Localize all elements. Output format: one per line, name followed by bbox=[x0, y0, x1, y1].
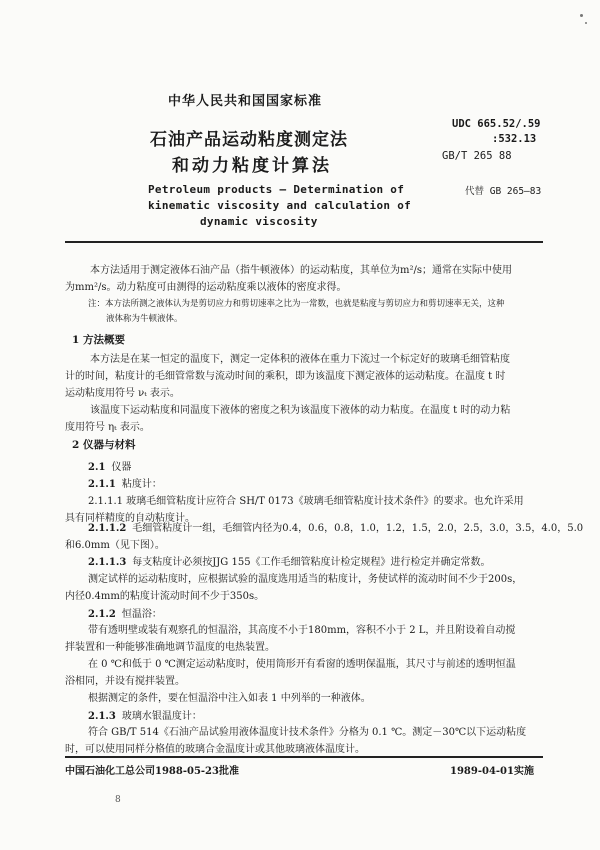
gb-number: GB/T 265 88 bbox=[442, 150, 512, 162]
scan-speck bbox=[585, 22, 587, 24]
section-2-1-3-title: 玻璃水银温度计： bbox=[121, 711, 202, 722]
section-2-1-1-2-line2: 和6.0mm（见下图）。 bbox=[65, 540, 165, 551]
thermometer-line2: 时，可以使用同样分格值的玻璃合金温度计或其他玻璃液体温度计。 bbox=[65, 744, 365, 755]
section-2-1-1-heading bbox=[88, 475, 162, 490]
section-2-1-1-number: 2.1.1 bbox=[88, 479, 116, 490]
section-2-1-1-1-line1: 2.1.1.1 玻璃毛细管粘度计应符合 SH/T 0173《玻璃毛细管粘度计技术条件》的要求。也允许采用 bbox=[88, 496, 524, 507]
title-cn-line2: 和动力粘度计算法 bbox=[172, 156, 332, 176]
intro-line1: 本方法适用于测定液体石油产品（指牛顿液体）的运动粘度，其单位为m²/s；通常在实际中使用 bbox=[90, 265, 512, 276]
effective-date: 1989-04-01实施 bbox=[450, 766, 534, 777]
section-2-1-2-number: 2.1.2 bbox=[88, 609, 116, 620]
section-2-1-3-number: 2.1.3 bbox=[88, 711, 116, 722]
section-2-1-heading bbox=[88, 458, 131, 473]
bath-line1: 带有透明壁或装有观察孔的恒温浴，其高度不小于180mm，容积不小于 2 L，并且附设着自动搅 bbox=[88, 625, 516, 636]
section-2-1-1-3-text: 每支粘度计必须按JJG 155《工作毛细管粘度计检定规程》进行检定并确定常数。 bbox=[132, 557, 491, 568]
section-2-1-title: 仪器 bbox=[111, 462, 132, 473]
viscometer-selection-line2: 内径0.4mm的粘度计流动时间不少于350s。 bbox=[65, 591, 265, 602]
section1-p2-line2: 度用符号 ηₜ 表示。 bbox=[65, 422, 150, 433]
section-2-1-number: 2.1 bbox=[88, 462, 106, 473]
udc-line2: :532.13 bbox=[492, 133, 537, 145]
section-2-1-1-1-line2: 具有同样精度的自动粘度计。 bbox=[65, 513, 195, 524]
title-cn-line1: 石油产品运动粘度测定法 bbox=[150, 130, 348, 150]
section1-p2-line1: 该温度下运动粘度和同温度下液体的密度之积为该温度下液体的动力粘度。在温度 t 时的动力粘 bbox=[90, 405, 511, 416]
intro-line2: 为mm²/s。动力粘度可由测得的运动粘度乘以液体的密度求得。 bbox=[65, 282, 347, 293]
standard-type-heading: 中华人民共和国国家标准 bbox=[168, 94, 323, 109]
section1-heading: 1 方法概要 bbox=[72, 334, 125, 346]
page-mark: 8 bbox=[115, 795, 121, 805]
section1-p1-line3: 运动粘度用符号 νₜ 表示。 bbox=[65, 388, 180, 399]
udc-line1: UDC 665.52/.59 bbox=[452, 118, 541, 130]
section-2-1-1-2-number: 2.1.1.2 bbox=[88, 523, 127, 534]
section-2-1-2-title: 恒温浴： bbox=[121, 609, 162, 620]
footer-divider bbox=[65, 756, 543, 758]
section-2-1-1-3 bbox=[88, 554, 491, 571]
thermometer-line1: 符合 GB/T 514《石油产品试验用液体温度计技术条件》分格为 0.1 ℃。测定－30℃以下运动粘度 bbox=[88, 727, 527, 738]
cold-bath-line1: 在 0 ℃和低于 0 ℃测定运动粘度时，使用筒形开有看窗的透明保温瓶，其尺寸与前述的透明恒温 bbox=[88, 659, 516, 670]
section1-p1-line2: 计的时间，粘度计的毛细管常数与流动时间的乘积，即为该温度下测定液体的运动粘度。在温度 t 时 bbox=[65, 371, 506, 382]
title-en-line1: Petroleum products — Determination of bbox=[148, 183, 405, 196]
section-2-1-1-3-number: 2.1.1.3 bbox=[88, 557, 127, 568]
replaces-note: 代替 GB 265—83 bbox=[465, 186, 542, 197]
intro-note-line2: 液体称为牛顿液体。 bbox=[106, 314, 183, 324]
bath-liquid-line: 根据测定的条件，要在恒温浴中注入如表 1 中列举的一种液体。 bbox=[88, 693, 371, 704]
cold-bath-line2: 浴相同，并设有搅拌装置。 bbox=[65, 676, 185, 687]
section-2-1-1-title: 粘度计： bbox=[121, 479, 162, 490]
section-2-1-2-heading bbox=[88, 605, 162, 620]
section1-p1-line1: 本方法是在某一恒定的温度下，测定一定体积的液体在重力下流过一个标定好的玻璃毛细管粘度 bbox=[90, 354, 510, 365]
section-2-1-3-heading bbox=[88, 707, 202, 722]
section2-heading: 2 仪器与材料 bbox=[72, 439, 136, 451]
intro-note-line1: 注：本方法所测之液体认为是剪切应力和剪切速率之比为一常数，也就是粘度与剪切应力和剪切速率无关，这种 bbox=[88, 299, 505, 309]
header-divider bbox=[65, 241, 543, 243]
section-2-1-1-2 bbox=[88, 520, 583, 537]
scan-speck bbox=[580, 14, 583, 17]
bath-line2: 拌装置和一种能够准确地调节温度的电热装置。 bbox=[65, 642, 275, 653]
title-en-line2: kinematic viscosity and calculation of bbox=[148, 199, 412, 212]
title-en-line3: dynamic viscosity bbox=[200, 215, 318, 228]
approval-date: 中国石油化工总公司1988-05-23批准 bbox=[65, 766, 239, 777]
section-2-1-1-2-line1: 毛细管粘度计一组，毛细管内径为0.4，0.6，0.8，1.0，1.2，1.5，2.0，2.5，3.0，3.5，4.0，5.0 bbox=[132, 523, 584, 534]
viscometer-selection-line1: 测定试样的运动粘度时，应根据试验的温度选用适当的粘度计，务使试样的流动时间不少于200s， bbox=[88, 574, 523, 585]
